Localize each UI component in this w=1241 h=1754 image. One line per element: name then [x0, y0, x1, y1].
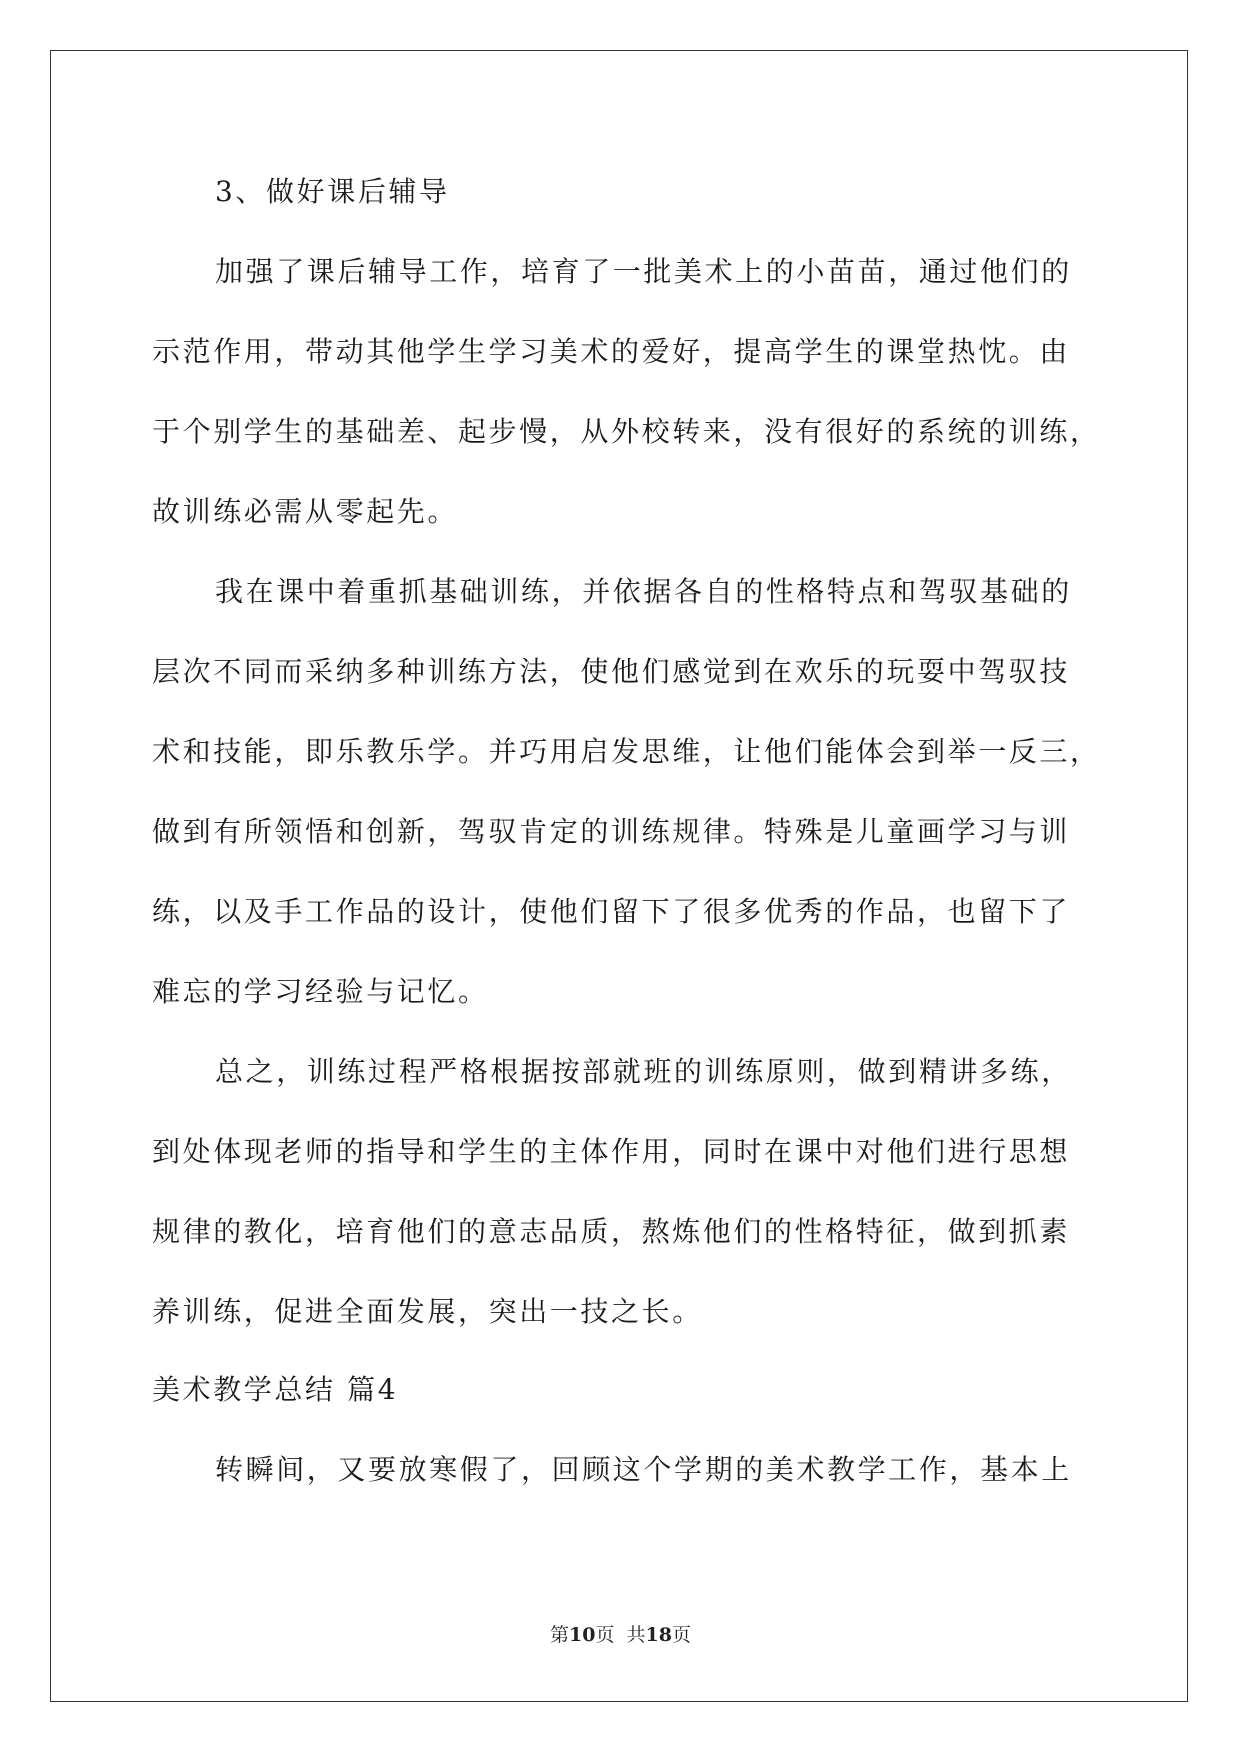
paragraph-2-line-6: 难忘的学习经验与记忆。	[152, 975, 489, 1008]
paragraph-4-line-1: 转瞬间，又要放寒假了，回顾这个学期的美术教学工作，基本上	[215, 1453, 1072, 1486]
footer-page-prefix: 第	[549, 1624, 569, 1646]
paragraph-3-line-4: 养训练，促进全面发展，突出一技之长。	[152, 1295, 703, 1328]
paragraph-2-line-4: 做到有所领悟和创新，驾驭肯定的训练规律。特殊是儿童画学习与训	[152, 815, 1071, 848]
paragraph-1-line-4: 故训练必需从零起先。	[152, 495, 459, 528]
paragraph-3-line-1: 总之，训练过程严格根据按部就班的训练原则，做到精讲多练，	[215, 1055, 1072, 1088]
paragraph-3-line-3: 规律的教化，培育他们的意志品质，熬炼他们的性格特征，做到抓素	[152, 1215, 1071, 1248]
paragraph-3-line-2: 到处体现老师的指导和学生的主体作用，同时在课中对他们进行思想	[152, 1135, 1071, 1168]
article-title: 美术教学总结 篇4	[152, 1373, 399, 1406]
footer-page-suffix: 页	[672, 1624, 692, 1646]
paragraph-1-line-2: 示范作用，带动其他学生学习美术的爱好，提高学生的课堂热忱。由	[152, 335, 1071, 368]
paragraph-2-line-3: 术和技能，即乐教乐学。并巧用启发思维，让他们能体会到举一反三，	[152, 735, 1101, 768]
page-footer	[0, 1620, 1241, 1647]
paragraph-2-line-1: 我在课中着重抓基础训练，并依据各自的性格特点和驾驭基础的	[215, 575, 1072, 608]
footer-current-page: 10	[569, 1624, 596, 1646]
paragraph-2-line-5: 练，以及手工作品的设计，使他们留下了很多优秀的作品，也留下了	[152, 895, 1071, 928]
paragraph-1-line-1: 加强了课后辅导工作，培育了一批美术上的小苗苗，通过他们的	[215, 255, 1072, 288]
section-heading: 3、做好课后辅导	[215, 175, 450, 208]
footer-page-mid: 页 共	[595, 1624, 646, 1646]
paragraph-2-line-2: 层次不同而采纳多种训练方法，使他们感觉到在欢乐的玩耍中驾驭技	[152, 655, 1071, 688]
footer-total-pages: 18	[645, 1624, 672, 1646]
paragraph-1-line-3: 于个别学生的基础差、起步慢，从外校转来，没有很好的系统的训练，	[152, 415, 1101, 448]
